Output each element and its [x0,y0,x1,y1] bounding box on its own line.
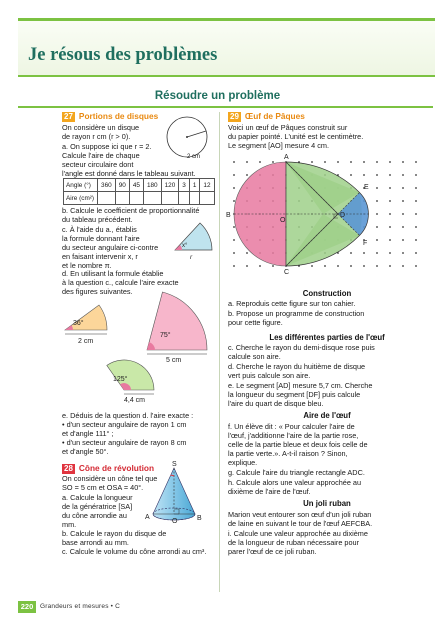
ex28-line-2: SO = 5 cm et OSA = 40°. [62,483,144,492]
ex27-heading [62,111,158,122]
page-title: Je résous des problèmes [28,45,218,65]
grid-dot [324,161,326,163]
cone-label-B: B [197,515,202,522]
grid-dot [415,213,417,215]
ex28-b-2: base arrondi au mm. [62,538,129,547]
ex27-a-3: secteur circulaire dont [62,160,134,169]
grid-dot [363,161,365,163]
ex27-b-2: du tableau précédent. [62,215,133,224]
area-f-2: l'œuf, j'additionne l'aire de la partie rose, [228,431,359,440]
grid-dot [402,187,404,189]
grid-dot [389,239,391,241]
grid-dot [350,161,352,163]
angle-row [64,179,215,192]
parts-d-2: vert puis calcule son aire. [228,371,311,380]
grid-dot [363,174,365,176]
ex27-e-3: et d'angle 111° ; [62,429,114,438]
ex29-title: Œuf de Pâques [244,111,305,121]
ribbon-line-2: de laine en suivant le tour de l'œuf AEFCBA. [228,519,373,528]
ex28-a-1: a. Calcule la longueur [62,493,133,502]
table-cell-empty [179,192,190,205]
table-cell: 1 [189,179,200,192]
ex28-number: 28 [64,464,73,473]
grid-dot [376,226,378,228]
construction-b-1: b. Propose un programme de construction [228,309,365,318]
generic-sector-figure [170,222,215,264]
table-cell-empty [98,192,116,205]
parts-c-1: c. Cherche le rayon du demi-disque rose puis [228,343,375,352]
area-f-5: explique. [228,458,258,467]
cone-label-A: A [145,514,150,521]
table-cell: 360 [98,179,116,192]
ex27-d-1: d. En utilisant la formule établie [62,269,164,278]
section-title: Résoudre un problème [154,90,281,102]
grid-dot [415,265,417,267]
section-rule [18,106,433,108]
grid-dot [376,265,378,267]
footer-label [40,603,120,610]
grid-dot [415,174,417,176]
grid-dot [402,200,404,202]
grid-dot [402,226,404,228]
parts-e-2: la longueur du segment [DF] puis calcule [228,390,361,399]
grid-dot [402,174,404,176]
ex28-b-1: b. Calcule le rayon du disque de [62,529,167,538]
parts-d-1: d. Cherche le rayon du huitième de disque [228,362,366,371]
grid-dot [389,161,391,163]
table-cell: 12 [200,179,214,192]
table-cell-empty [161,192,179,205]
table-cell-empty [115,192,129,205]
grid-dot [376,187,378,189]
grid-dot [233,174,235,176]
fig1-angle-label: 36° [73,320,84,327]
grid-dot [246,252,248,254]
ex27-a-1: a. On suppose ici que r = 2. [62,142,152,151]
grid-dot [389,174,391,176]
footer-separator: • [108,603,116,610]
area-h-2: dixième de l'aire de l'œuf. [228,487,311,496]
cone-figure [147,462,209,528]
construction-title: Construction [302,289,352,298]
ex29-line-1: Voici un œuf de Pâques construit sur [228,123,348,132]
table-cell: 120 [161,179,179,192]
grid-dot [376,252,378,254]
egg-label-D: D [340,212,346,219]
ribbon-i-2: de la longueur de ruban nécessaire pour [228,538,360,547]
grid-dot [363,252,365,254]
egg-label-A: A [284,154,289,161]
parts-e-3: l'aire du quart de disque bleu. [228,399,324,408]
grid-dot [402,213,404,215]
ribbon-i-1: i. Calcule une valeur approchée au dixième [228,529,368,538]
area-title: Aire de l'œuf [303,411,351,420]
sector-angle-label: x° [182,243,188,249]
ex27-e-1: e. Déduis de la question d. l'aire exacte : [62,411,194,420]
ex27-c-5: et le nombre π. [62,261,112,270]
grid-dot [402,239,404,241]
grid-dot [415,200,417,202]
grid-dot [259,265,261,267]
ex28-title: Cône de révolution [78,463,155,473]
table-cell: 90 [115,179,129,192]
table-cell: 180 [143,179,161,192]
parts-title: Les différentes parties de l'œuf [269,333,385,342]
grid-dot [311,265,313,267]
grid-dot [415,252,417,254]
disk-figure [163,115,213,165]
grid-dot [389,226,391,228]
grid-dot [363,265,365,267]
grid-dot [233,187,235,189]
grid-dot [389,252,391,254]
construction-a: a. Reproduis cette figure sur ton cahier. [228,299,356,308]
construction-b-2: pour cette figure. [228,318,283,327]
table-header-area: Aire (cm²) [64,192,98,205]
grid-dot [350,252,352,254]
grid-dot [272,161,274,163]
egg-label-F: F [363,240,368,247]
egg-label-B: B [226,212,231,219]
grid-dot [233,265,235,267]
ex28-line-1: On considère un cône tel que [62,474,158,483]
grid-dot [376,239,378,241]
ex27-c-1: c. À l'aide du a., établis [62,225,137,234]
grid-dot [233,239,235,241]
ex27-number: 27 [64,112,73,121]
fig2-radius-label: 5 cm [166,357,182,364]
ex27-title: Portions de disques [78,111,159,121]
ex27-c-3: du secteur angulaire ci-contre [62,243,159,252]
table-cell-empty [129,192,143,205]
footer-part: C [115,603,121,610]
table-cell-empty [189,192,200,205]
disk-radius-label: 2 cm [187,154,201,160]
table-cell: 45 [129,179,143,192]
ex28-heading [62,463,154,474]
grid-dot [259,161,261,163]
egg-label-C: C [284,269,290,276]
grid-dot [402,161,404,163]
ex27-e-5: et d'angle 50°. [62,447,109,456]
ex27-e-4: • d'un secteur angulaire de rayon 8 cm [62,438,187,447]
grid-dot [350,265,352,267]
table-cell-empty [143,192,161,205]
page-number: 220 [18,601,36,613]
grid-dot [246,161,248,163]
sector-radius-label: r [190,254,193,261]
grid-dot [233,200,235,202]
table-cell-empty [200,192,214,205]
ex28-a-3: du cône arrondie au [62,511,127,520]
top-margin [0,0,435,16]
ex27-d-3: des figures suivantes. [62,287,133,296]
table-header-angle: Angle (°) [64,179,98,192]
grid-dot [376,200,378,202]
cone-label-O: O [172,518,178,525]
grid-dot [415,161,417,163]
grid-dot [415,239,417,241]
grid-dot [415,226,417,228]
area-f-3: celle de la partie bleue et deux fois celle de [228,440,368,449]
grid-dot [376,161,378,163]
table-cell: 3 [179,179,190,192]
ribbon-line-1: Marion veut entourer son œuf d'un joli ruban [228,510,372,519]
cone-label-S: S [172,461,177,468]
grid-dot [389,200,391,202]
ex27-b-1: b. Calcule le coefficient de proportionnalité [62,206,200,215]
grid-dot [337,161,339,163]
ex29-heading [228,111,305,122]
ex27-a-4: l'angle est donné dans le tableau suivant. [62,169,196,178]
grid-dot [402,252,404,254]
ex27-e-2: • d'un secteur angulaire de rayon 1 cm [62,420,187,429]
grid-dot [402,265,404,267]
grid-dot [389,187,391,189]
grid-dot [233,161,235,163]
ex27-c-4: en faisant intervenir x, r [62,252,138,261]
grid-dot [389,213,391,215]
fig3-angle-label: 125° [113,376,128,383]
area-row [64,192,215,205]
ex28-a-2: de la génératrice [SA] [62,502,133,511]
footer-chapter: Grandeurs et mesures [40,603,109,610]
ex29-line-2: du papier pointé. L'unité est le centimètre. [228,132,364,141]
grid-dot [376,174,378,176]
easter-egg-figure [226,152,426,282]
ex27-c-2: la formule donnant l'aire [62,234,140,243]
egg-label-E: E [364,184,369,191]
area-h-1: h. Calcule alors une valeur approchée au [228,478,362,487]
grid-dot [337,265,339,267]
area-f-1: f. Un élève dit : « Pour calculer l'aire de [228,422,355,431]
area-f-4: la partie verte.». A-t-il raison ? Sinon, [228,449,348,458]
ex27-a-2: Calcule l'aire de chaque [62,151,140,160]
ribbon-title: Un joli ruban [303,499,351,508]
ex29-number: 29 [230,112,239,121]
fig3-radius-label: 4,4 cm [124,397,146,404]
sector-figures [62,300,222,408]
grid-dot [350,174,352,176]
grid-dot [389,265,391,267]
ex28-c-1: c. Calcule le volume du cône arrondi au cm³. [62,547,207,556]
ex27-intro-2: de rayon r cm (r > 0). [62,132,131,141]
area-g-1: g. Calcule l'aire du triangle rectangle ADC. [228,468,365,477]
parts-e-1: e. Le segment [AD] mesure 5,7 cm. Cherche [228,381,373,390]
angle-table [63,178,215,205]
ex27-intro-1: On considère un disque [62,123,140,132]
ribbon-i-3: parer l'œuf de ce joli ruban. [228,547,317,556]
grid-dot [246,265,248,267]
grid-dot [233,252,235,254]
grid-dot [233,226,235,228]
grid-dot [376,213,378,215]
grid-dot [246,174,248,176]
ex29-line-3: Le segment [AO] mesure 4 cm. [228,141,329,150]
grid-dot [324,265,326,267]
grid-dot [272,265,274,267]
ex28-a-4: mm. [62,520,77,529]
ex27-d-2: à la question c., calcule l'aire exacte [62,278,179,287]
egg-label-O: O [280,217,286,224]
parts-c-2: calcule son aire. [228,352,281,361]
fig1-radius-label: 2 cm [78,338,94,345]
grid-dot [415,187,417,189]
fig2-angle-label: 75° [160,332,171,339]
grid-dot [311,161,313,163]
